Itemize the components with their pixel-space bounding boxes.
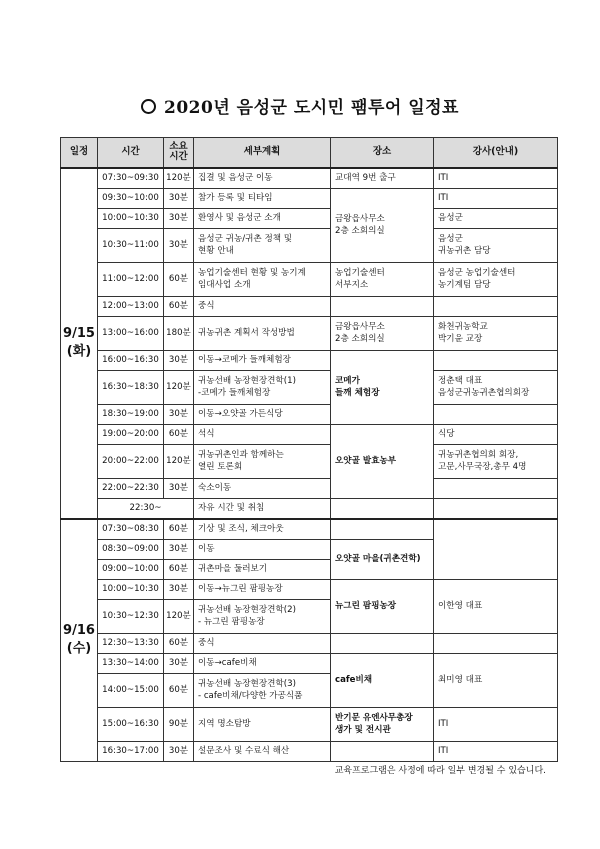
- table-row: [61, 478, 558, 498]
- detail-cell: 지역 명소탐방: [194, 707, 331, 741]
- duration-cell: 30분: [164, 579, 194, 599]
- time-cell: 07:30~08:30: [98, 519, 164, 540]
- duration-cell: 60분: [164, 296, 194, 316]
- duration-cell: 30분: [164, 653, 194, 673]
- place-cell: 오얏골 발효농부: [331, 424, 434, 498]
- time-cell: 20:00~22:00: [98, 444, 164, 478]
- lecturer-cell: ITI: [434, 741, 558, 761]
- lecturer-cell: [434, 350, 558, 370]
- day-label: 9/15 (화): [61, 168, 98, 519]
- header-place: 장소: [331, 138, 434, 168]
- detail-cell: 석식: [194, 424, 331, 444]
- detail-cell: 이동→뉴그린 팜핑농장: [194, 579, 331, 599]
- detail-cell: 귀농귀촌 계획서 작성방법: [194, 316, 331, 350]
- detail-cell: 이동: [194, 539, 331, 559]
- lecturer-cell: 귀농귀촌협의회 회장, 고문,사무국장,총무 4명: [434, 444, 558, 478]
- time-cell: 08:30~09:00: [98, 539, 164, 559]
- lecturer-cell: 최미영 대표: [434, 653, 558, 707]
- detail-cell: 이동→코메가 들깨체험장: [194, 350, 331, 370]
- place-cell: [331, 741, 434, 761]
- place-cell: 금왕읍사무소 2층 소회의실: [331, 188, 434, 262]
- place-cell: 농업기술센터 서부지소: [331, 262, 434, 296]
- duration-cell: 30분: [164, 404, 194, 424]
- table-row: [61, 424, 558, 444]
- detail-cell: 참가 등록 및 티타임: [194, 188, 331, 208]
- table-row: [61, 741, 558, 761]
- detail-cell: 농업기술센터 현황 및 농기계 임대사업 소개: [194, 262, 331, 296]
- detail-cell: 음성군 귀농/귀촌 정책 및 현황 안내: [194, 228, 331, 262]
- table-row: [61, 633, 558, 653]
- detail-cell: 중식: [194, 296, 331, 316]
- duration-cell: 60분: [164, 424, 194, 444]
- lecturer-cell: [434, 478, 558, 498]
- table-row: [61, 168, 558, 189]
- header-row: [61, 138, 558, 168]
- detail-cell: 환영사 및 음성군 소개: [194, 208, 331, 228]
- time-cell: 13:30~14:00: [98, 653, 164, 673]
- place-cell: [331, 519, 434, 540]
- header-detail: 세부계획: [194, 138, 331, 168]
- place-cell: 오얏골 마을(귀촌견학): [331, 539, 434, 579]
- time-cell: 12:30~13:30: [98, 633, 164, 653]
- time-cell: 11:00~12:00: [98, 262, 164, 296]
- lecturer-cell: ITI: [434, 188, 558, 208]
- duration-cell: 30분: [164, 350, 194, 370]
- place-cell: [331, 633, 434, 653]
- lecturer-cell: 식당: [434, 424, 558, 444]
- duration-cell: 60분: [164, 559, 194, 579]
- time-cell: 14:00~15:00: [98, 673, 164, 707]
- duration-cell: 30분: [164, 478, 194, 498]
- table-row: [61, 296, 558, 316]
- duration-cell: 90분: [164, 707, 194, 741]
- lecturer-cell: 화천귀농학교 박기윤 교장: [434, 316, 558, 350]
- time-cell: 15:00~16:30: [98, 707, 164, 741]
- table-row: [61, 370, 558, 404]
- detail-cell: 기상 및 조식, 체크아웃: [194, 519, 331, 540]
- table-row: [61, 188, 558, 208]
- schedule-table: [60, 137, 558, 762]
- table-row: [61, 316, 558, 350]
- time-cell: 16:30~18:30: [98, 370, 164, 404]
- place-cell: 뉴그린 팜핑농장: [331, 579, 434, 633]
- duration-cell: 120분: [164, 444, 194, 478]
- time-cell: 09:00~10:00: [98, 559, 164, 579]
- table-row: [61, 444, 558, 478]
- time-cell: 12:00~13:00: [98, 296, 164, 316]
- detail-cell: 집결 및 음성군 이동: [194, 168, 331, 189]
- place-cell: 코메가 들깨 체험장: [331, 350, 434, 424]
- time-cell: 10:30~12:30: [98, 599, 164, 633]
- duration-cell: 30분: [164, 539, 194, 559]
- duration-cell: 120분: [164, 168, 194, 189]
- lecturer-cell: ITI: [434, 707, 558, 741]
- lecturer-cell: ITI: [434, 168, 558, 189]
- detail-cell: 설문조사 및 수료식 해산: [194, 741, 331, 761]
- detail-cell: 중식: [194, 633, 331, 653]
- table-row: [61, 653, 558, 673]
- day-label: 9/16 (수): [61, 519, 98, 762]
- lecturer-cell: 이한영 대표: [434, 579, 558, 633]
- duration-cell: 120분: [164, 370, 194, 404]
- table-row: [61, 350, 558, 370]
- table-row: [61, 228, 558, 262]
- header-duration: 소요 시간: [164, 138, 194, 168]
- time-cell: 09:30~10:00: [98, 188, 164, 208]
- lecturer-cell: [434, 633, 558, 653]
- duration-cell: 120분: [164, 599, 194, 633]
- lecturer-cell: 정춘택 대표 음성군귀농귀촌협의회장: [434, 370, 558, 404]
- page-title: 2020년 음성군 도시민 팸투어 일정표: [0, 93, 600, 118]
- detail-cell: 이동→cafe비채: [194, 653, 331, 673]
- footnote: 교육프로그램은 사정에 따라 일부 변경될 수 있습니다.: [334, 766, 546, 776]
- place-cell: cafe비채: [331, 653, 434, 707]
- time-cell: 16:00~16:30: [98, 350, 164, 370]
- detail-cell: 귀농귀촌인과 함께하는 열린 토론회: [194, 444, 331, 478]
- place-cell: 금왕읍사무소 2층 소회의실: [331, 316, 434, 350]
- place-cell: 반기문 유엔사무총장 생가 및 전시관: [331, 707, 434, 741]
- duration-cell: 30분: [164, 208, 194, 228]
- duration-cell: 60분: [164, 519, 194, 540]
- table-row: [61, 404, 558, 424]
- lecturer-cell: [434, 498, 558, 519]
- time-cell: 22:30~: [98, 498, 194, 519]
- header-date: 일정: [61, 138, 98, 168]
- lecturer-cell: 음성군: [434, 208, 558, 228]
- duration-cell: 180분: [164, 316, 194, 350]
- duration-cell: 60분: [164, 673, 194, 707]
- place-cell: 교대역 9번 출구: [331, 168, 434, 189]
- table-row: [61, 498, 558, 519]
- table-row: [61, 519, 558, 540]
- detail-cell: 귀촌마을 둘러보기: [194, 559, 331, 579]
- time-cell: 10:00~10:30: [98, 208, 164, 228]
- time-cell: 10:30~11:00: [98, 228, 164, 262]
- time-cell: 16:30~17:00: [98, 741, 164, 761]
- lecturer-cell: 음성군 귀농귀촌 담당: [434, 228, 558, 262]
- detail-cell: 귀농선배 농장현장견학(2) - 뉴그린 팜핑농장: [194, 599, 331, 633]
- table-row: [61, 707, 558, 741]
- time-cell: 19:00~20:00: [98, 424, 164, 444]
- time-cell: 18:30~19:00: [98, 404, 164, 424]
- header-time: 시간: [98, 138, 164, 168]
- time-cell: 22:00~22:30: [98, 478, 164, 498]
- time-cell: 13:00~16:00: [98, 316, 164, 350]
- detail-cell: 이동→오얏골 가든식당: [194, 404, 331, 424]
- table-row: [61, 579, 558, 599]
- place-cell: [331, 296, 434, 316]
- time-cell: 10:00~10:30: [98, 579, 164, 599]
- detail-cell: 자유 시간 및 취침: [194, 498, 331, 519]
- duration-cell: 30분: [164, 228, 194, 262]
- duration-cell: 60분: [164, 633, 194, 653]
- lecturer-cell: [434, 296, 558, 316]
- detail-cell: 귀농선배 농장현장견학(3) - cafe비채/다양한 가공식품: [194, 673, 331, 707]
- time-cell: 07:30~09:30: [98, 168, 164, 189]
- circle-bullet-icon: [141, 99, 156, 114]
- header-lecturer: 강사(안내): [434, 138, 558, 168]
- detail-cell: 숙소이동: [194, 478, 331, 498]
- table-row: [61, 262, 558, 296]
- lecturer-cell: [434, 519, 558, 580]
- duration-cell: 60분: [164, 262, 194, 296]
- lecturer-cell: 음성군 농업기술센터 농기계팀 담당: [434, 262, 558, 296]
- lecturer-cell: [434, 404, 558, 424]
- duration-cell: 30분: [164, 741, 194, 761]
- detail-cell: 귀농선배 농장현장견학(1) -코메가 들깨체험장: [194, 370, 331, 404]
- duration-cell: 30분: [164, 188, 194, 208]
- table-row: [61, 208, 558, 228]
- place-cell: [331, 498, 434, 519]
